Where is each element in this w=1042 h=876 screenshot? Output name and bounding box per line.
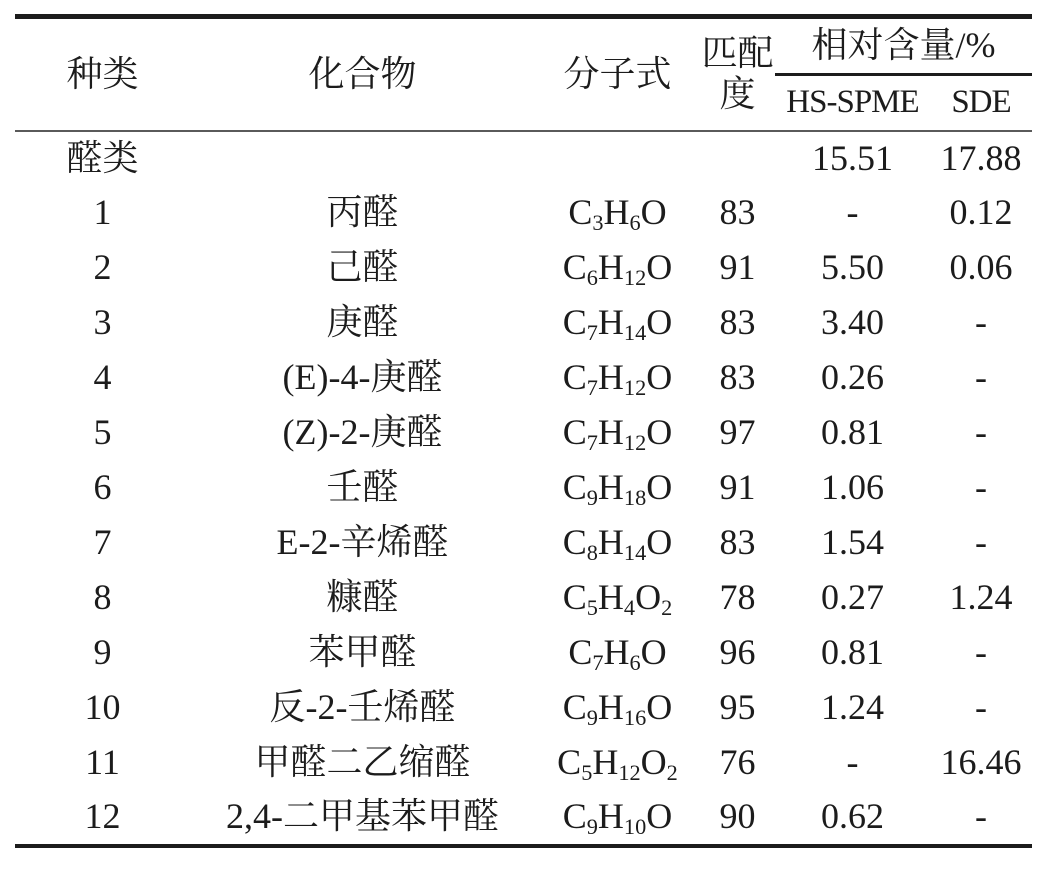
cell-compound: 糠醛 [326,577,399,618]
cell-formula [535,131,700,186]
cell-category: 5 [93,412,112,453]
header-category: 种类 [15,17,190,131]
cell-sde: - [975,687,987,728]
cell-match: 97 [719,412,756,453]
cell-formula: $C_9H_{18}O$ [562,467,673,511]
header-relative-content-group: 相对含量/% [775,17,1032,75]
cell-sde: - [975,796,987,837]
cell-compound: 甲醛二乙缩醛 [254,742,471,783]
cell-hs-spme: 1.54 [821,522,884,563]
compound-table [15,14,1032,848]
cell-hs-spme: - [846,742,859,783]
cell-match: 90 [719,796,756,837]
table-row [15,461,1032,516]
cell-compound [190,131,535,186]
table-row [15,351,1032,406]
cell-compound: 丙醛 [326,192,399,233]
header-sde: SDE [930,75,1032,131]
table-row [15,131,1032,186]
cell-hs-spme: 0.81 [821,632,884,673]
cell-category: 7 [93,522,112,563]
table-row [15,296,1032,351]
cell-hs-spme: 1.06 [821,467,884,508]
cell-hs-spme: 1.24 [821,687,884,728]
cell-formula: $C_9H_{10}O$ [562,796,673,840]
table-row [15,186,1032,241]
cell-hs-spme: 3.40 [821,302,884,343]
cell-formula: $C_7H_{12}O$ [562,412,673,456]
cell-compound: 壬醛 [326,467,399,508]
header-match-degree: 匹配度 [700,17,775,131]
cell-formula: $C_6H_{12}O$ [562,247,673,291]
cell-match: 96 [719,632,756,673]
cell-hs-spme: - [846,192,859,233]
cell-category: 4 [93,357,112,398]
table-row [15,736,1032,791]
table-row [15,241,1032,296]
cell-compound: 2,4-二甲基苯甲醛 [226,796,499,837]
cell-sde: 16.46 [940,742,1022,783]
cell-formula: $C_5H_{12}O_2$ [557,742,678,786]
cell-category: 9 [93,632,112,673]
cell-match: 91 [719,247,756,288]
cell-hs-spme: 0.27 [821,577,884,618]
header-formula: 分子式 [535,17,700,131]
cell-compound: (E)-4-庚醛 [282,357,443,398]
cell-formula: $C_9H_{16}O$ [562,687,673,731]
cell-sde: 0.12 [949,192,1013,233]
cell-sde: - [975,522,987,563]
cell-compound: E-2-辛烯醛 [276,522,449,563]
cell-sde: 17.88 [940,137,1022,178]
cell-category: 6 [93,467,112,508]
table-row [15,791,1032,846]
cell-match: 83 [719,522,756,563]
cell-compound: 苯甲醛 [308,632,417,673]
table-row [15,571,1032,626]
cell-category: 8 [93,577,112,618]
cell-formula: $C_7H_{14}O$ [562,302,673,346]
cell-category: 11 [85,742,120,783]
cell-match: 95 [719,687,756,728]
table-header [15,17,1032,131]
cell-hs-spme: 0.62 [821,796,884,837]
header-compound: 化合物 [190,17,535,131]
cell-category: 醛类 [66,137,139,178]
cell-compound: 反-2-壬烯醛 [269,687,456,728]
cell-formula: $C_8H_{14}O$ [562,522,673,566]
cell-hs-spme: 0.26 [821,357,884,398]
cell-hs-spme: 0.81 [821,412,884,453]
cell-compound: 庚醛 [326,302,399,343]
table-row [15,626,1032,681]
cell-formula: $C_5H_4O_2$ [562,577,673,621]
cell-match: 83 [719,192,756,233]
cell-category: 10 [84,687,121,728]
cell-match: 91 [719,467,756,508]
cell-category: 3 [93,302,112,343]
cell-match: 76 [719,742,756,783]
cell-compound: (Z)-2-庚醛 [282,412,443,453]
cell-sde: - [975,412,987,453]
cell-sde: - [975,357,987,398]
cell-category: 1 [93,192,112,233]
cell-formula: $C_3H_6O$ [568,192,667,236]
cell-match: 78 [719,577,756,618]
table-row [15,681,1032,736]
cell-compound: 己醛 [326,247,399,288]
cell-hs-spme: 15.51 [812,137,893,178]
cell-match: 83 [719,302,756,343]
cell-category: 12 [84,796,121,837]
header-hs-spme: HS-SPME [775,75,930,131]
cell-sde: - [975,302,987,343]
table-row [15,406,1032,461]
table-row [15,516,1032,571]
cell-match [700,131,775,186]
cell-formula: $C_7H_{12}O$ [562,357,673,401]
cell-sde: - [975,467,987,508]
cell-sde: - [975,632,987,673]
cell-category: 2 [93,247,112,288]
cell-match: 83 [719,357,756,398]
cell-hs-spme: 5.50 [821,247,884,288]
cell-sde: 0.06 [949,247,1013,288]
cell-formula: $C_7H_6O$ [568,632,667,676]
table-body [15,131,1032,846]
cell-sde: 1.24 [949,577,1013,618]
